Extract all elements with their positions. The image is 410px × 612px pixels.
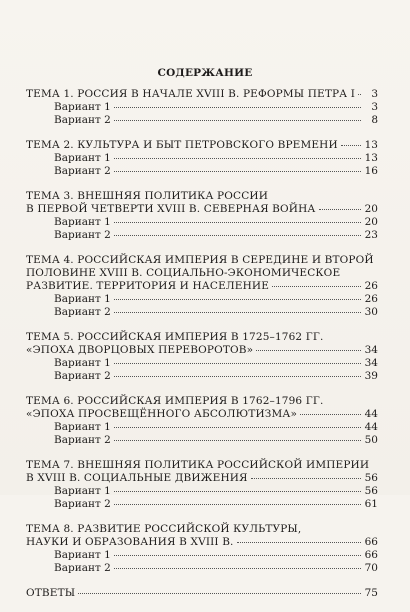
variant-label: Вариант 1 bbox=[54, 485, 111, 497]
dot-leader bbox=[237, 541, 361, 543]
toc-topic-line[interactable] bbox=[26, 536, 378, 549]
topic-title-text: РАЗВИТИЕ. ТЕРРИТОРИЯ И НАСЕЛЕНИЕ bbox=[26, 280, 270, 292]
variant-label: Вариант 1 bbox=[54, 216, 111, 228]
toc-variant-line[interactable] bbox=[26, 434, 378, 447]
page-number: 26 bbox=[364, 293, 378, 305]
toc-topic-line[interactable] bbox=[26, 408, 378, 421]
toc-topic-line[interactable] bbox=[26, 267, 378, 280]
toc-variant-line[interactable] bbox=[26, 498, 378, 511]
topic-title-text: ТЕМА 1. РОССИЯ В НАЧАЛЕ XVIII В. РЕФОРМЫ ПЕТРА I bbox=[26, 88, 356, 100]
toc-variant-line[interactable] bbox=[26, 165, 378, 178]
page-number: 50 bbox=[364, 434, 378, 446]
toc-variant-line[interactable] bbox=[26, 421, 378, 434]
toc-variant-line[interactable] bbox=[26, 370, 378, 383]
toc-topic-line[interactable] bbox=[26, 459, 378, 472]
topic-title-text: В XVIII В. СОЦИАЛЬНЫЕ ДВИЖЕНИЯ bbox=[26, 472, 248, 484]
toc-section-7 bbox=[26, 459, 378, 511]
dot-leader bbox=[319, 208, 361, 210]
page-number: 8 bbox=[371, 114, 378, 126]
toc-topic-line[interactable] bbox=[26, 523, 378, 536]
dot-leader bbox=[78, 592, 361, 594]
topic-title-text: «ЭПОХА ДВОРЦОВЫХ ПЕРЕВОРОТОВ» bbox=[26, 344, 254, 356]
dot-leader bbox=[341, 144, 361, 146]
page-number: 56 bbox=[364, 472, 378, 484]
toc-answers-section bbox=[26, 587, 378, 600]
toc-topic-line[interactable] bbox=[26, 344, 378, 357]
answers-label: ОТВЕТЫ bbox=[26, 587, 76, 599]
dot-leader bbox=[358, 93, 361, 95]
toc-topic-line[interactable] bbox=[26, 88, 378, 101]
topic-title-text: ТЕМА 5. РОССИЙСКАЯ ИМПЕРИЯ В 1725–1762 ГГ. bbox=[26, 331, 324, 343]
toc-section-8 bbox=[26, 523, 378, 575]
toc-variant-line[interactable] bbox=[26, 229, 378, 242]
dot-leader bbox=[114, 503, 361, 505]
topic-title-text: ТЕМА 7. ВНЕШНЯЯ ПОЛИТИКА РОССИЙСКОЙ ИМПЕРИИ bbox=[26, 459, 370, 471]
contents-heading: СОДЕРЖАНИЕ bbox=[157, 67, 253, 79]
dot-leader bbox=[114, 119, 361, 121]
toc-topic-line[interactable] bbox=[26, 395, 378, 408]
variant-label: Вариант 2 bbox=[54, 434, 111, 446]
toc-variant-line[interactable] bbox=[26, 549, 378, 562]
toc-variant-line[interactable] bbox=[26, 152, 378, 165]
dot-leader bbox=[114, 567, 361, 569]
toc-topic-line[interactable] bbox=[26, 190, 378, 203]
topic-title-text: ПОЛОВИНЕ XVIII В. СОЦИАЛЬНО-ЭКОНОМИЧЕСКОЕ bbox=[26, 267, 341, 279]
toc-section-5 bbox=[26, 331, 378, 383]
toc-variant-line[interactable] bbox=[26, 562, 378, 575]
topic-title-text: НАУКИ И ОБРАЗОВАНИЯ В XVIII В. bbox=[26, 536, 234, 548]
toc-variant-line[interactable] bbox=[26, 101, 378, 114]
variant-label: Вариант 1 bbox=[54, 152, 111, 164]
page-number: 44 bbox=[364, 421, 378, 433]
page-number: 70 bbox=[364, 562, 378, 574]
dot-leader bbox=[251, 477, 361, 479]
dot-leader bbox=[114, 157, 361, 159]
page-number: 61 bbox=[364, 498, 378, 510]
variant-label: Вариант 2 bbox=[54, 165, 111, 177]
toc-variant-line[interactable] bbox=[26, 114, 378, 127]
page-number: 16 bbox=[364, 165, 378, 177]
dot-leader bbox=[114, 362, 361, 364]
variant-label: Вариант 2 bbox=[54, 306, 111, 318]
toc-section-4 bbox=[26, 254, 378, 319]
page-number: 56 bbox=[364, 485, 378, 497]
toc-section-1 bbox=[26, 88, 378, 127]
variant-label: Вариант 1 bbox=[54, 421, 111, 433]
page-number: 66 bbox=[364, 549, 378, 561]
page-number: 3 bbox=[371, 88, 378, 100]
toc-variant-line[interactable] bbox=[26, 293, 378, 306]
topic-title-text: ТЕМА 3. ВНЕШНЯЯ ПОЛИТИКА РОССИИ bbox=[26, 190, 269, 202]
toc-section-3 bbox=[26, 190, 378, 242]
page-number: 13 bbox=[364, 152, 378, 164]
page-number: 23 bbox=[364, 229, 378, 241]
toc-variant-line[interactable] bbox=[26, 216, 378, 229]
variant-label: Вариант 1 bbox=[54, 293, 111, 305]
toc-variant-line[interactable] bbox=[26, 485, 378, 498]
page-number: 20 bbox=[364, 216, 378, 228]
dot-leader bbox=[114, 221, 361, 223]
toc-topic-line[interactable] bbox=[26, 280, 378, 293]
variant-label: Вариант 2 bbox=[54, 114, 111, 126]
toc-topic-line[interactable] bbox=[26, 331, 378, 344]
page-number: 13 bbox=[364, 139, 378, 151]
page-number: 34 bbox=[364, 357, 378, 369]
table-of-contents bbox=[26, 88, 378, 612]
page-number: 66 bbox=[364, 536, 378, 548]
variant-label: Вариант 2 bbox=[54, 498, 111, 510]
page-number: 44 bbox=[364, 408, 378, 420]
toc-topic-line[interactable] bbox=[26, 203, 378, 216]
page-number: 20 bbox=[364, 203, 378, 215]
dot-leader bbox=[114, 490, 361, 492]
page-number: 3 bbox=[371, 101, 378, 113]
topic-title-text: ТЕМА 6. РОССИЙСКАЯ ИМПЕРИЯ В 1762–1796 ГГ. bbox=[26, 395, 324, 407]
dot-leader bbox=[114, 375, 361, 377]
variant-label: Вариант 1 bbox=[54, 357, 111, 369]
toc-variant-line[interactable] bbox=[26, 306, 378, 319]
page-number: 30 bbox=[364, 306, 378, 318]
toc-variant-line[interactable] bbox=[26, 357, 378, 370]
variant-label: Вариант 2 bbox=[54, 562, 111, 574]
toc-answers-line[interactable] bbox=[26, 587, 378, 600]
dot-leader bbox=[272, 285, 361, 287]
toc-section-2 bbox=[26, 139, 378, 178]
variant-label: Вариант 1 bbox=[54, 549, 111, 561]
variant-label: Вариант 2 bbox=[54, 370, 111, 382]
toc-topic-line[interactable] bbox=[26, 472, 378, 485]
dot-leader bbox=[300, 413, 361, 415]
dot-leader bbox=[114, 234, 361, 236]
dot-leader bbox=[114, 554, 361, 556]
topic-title-text: «ЭПОХА ПРОСВЕЩЁННОГО АБСОЛЮТИЗМА» bbox=[26, 408, 298, 420]
variant-label: Вариант 2 bbox=[54, 229, 111, 241]
toc-topic-line[interactable] bbox=[26, 254, 378, 267]
dot-leader bbox=[114, 311, 361, 313]
dot-leader bbox=[114, 106, 361, 108]
page-number: 34 bbox=[364, 344, 378, 356]
dot-leader bbox=[114, 439, 361, 441]
toc-section-6 bbox=[26, 395, 378, 447]
page-number: 39 bbox=[364, 370, 378, 382]
variant-label: Вариант 1 bbox=[54, 101, 111, 113]
page-number: 75 bbox=[364, 587, 378, 599]
topic-title-text: ТЕМА 8. РАЗВИТИЕ РОССИЙСКОЙ КУЛЬТУРЫ, bbox=[26, 523, 302, 535]
page-number: 26 bbox=[364, 280, 378, 292]
dot-leader bbox=[256, 349, 361, 351]
topic-title-text: ТЕМА 2. КУЛЬТУРА И БЫТ ПЕТРОВСКОГО ВРЕМЕНИ bbox=[26, 139, 338, 151]
dot-leader bbox=[114, 298, 361, 300]
dot-leader bbox=[114, 426, 361, 428]
dot-leader bbox=[114, 170, 361, 172]
topic-title-text: В ПЕРВОЙ ЧЕТВЕРТИ XVIII В. СЕВЕРНАЯ ВОЙНА bbox=[26, 203, 316, 215]
toc-topic-line[interactable] bbox=[26, 139, 378, 152]
topic-title-text: ТЕМА 4. РОССИЙСКАЯ ИМПЕРИЯ В СЕРЕДИНЕ И ВТОРОЙ bbox=[26, 254, 374, 266]
